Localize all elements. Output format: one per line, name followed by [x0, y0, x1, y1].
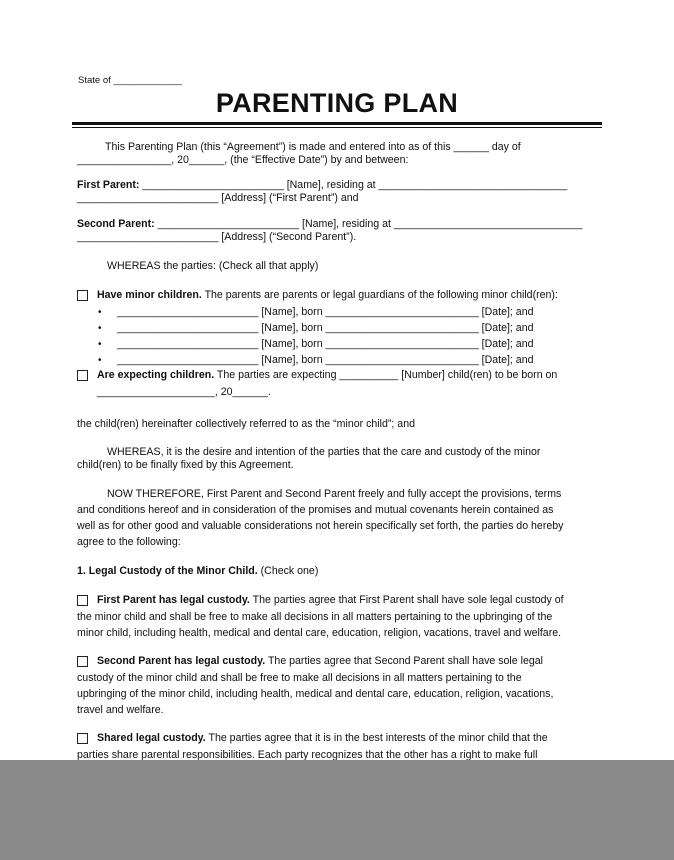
second-parent-custody-checkbox[interactable]: [77, 656, 88, 667]
child-row-4: ________________________ [Name], born __________________________ [Date]; and: [117, 354, 534, 366]
whereas-2-line-1: WHEREAS, it is the desire and intention of the parties that the care and custody of the minor: [107, 446, 541, 458]
whereas-2-line-2: child(ren) to be finally fixed by this Agreement.: [77, 459, 294, 471]
shared-custody-line-1: [97, 732, 548, 745]
minor-children-text: The parents are parents or legal guardians of the following minor child(ren):: [204, 289, 558, 301]
bullet: •: [98, 323, 102, 334]
second-parent-line-1: [77, 218, 582, 231]
first-parent-custody-checkbox[interactable]: [77, 595, 88, 606]
now-therefore-line-3: well as for other good and valuable considerations not herein specifically set forth, the parties do hereby: [77, 520, 564, 532]
shared-custody-line-2: parties share parental responsibilities. Each party recognizes that the other has a right to make full: [77, 749, 538, 760]
expecting-children-text: The parties are expecting __________ [Number] child(ren) to be born on: [216, 369, 558, 381]
expecting-children-line: [97, 369, 557, 382]
first-parent-custody-line-2: the minor child and shall be free to make all decisions in all matters pertaining to the upbringing of the: [77, 611, 553, 623]
second-parent-custody-text: The parties agree that Second Parent shall have sole legal: [267, 655, 543, 667]
child-row-2: ________________________ [Name], born __________________________ [Date]; and: [117, 322, 534, 334]
intro-line-1: This Parenting Plan (this “Agreement”) is made and entered into as of this ______ day of: [105, 141, 521, 153]
document-title: PARENTING PLAN: [215, 88, 459, 118]
section-1-title: 1. Legal Custody of the Minor Child.: [77, 565, 258, 577]
second-parent-custody-line-2: custody of the minor child and shall be free to make all decisions in all matters pertaining to the: [77, 672, 522, 684]
bullet: •: [98, 339, 102, 350]
shared-custody-checkbox[interactable]: [77, 733, 88, 744]
shared-custody-text: The parties agree that it is in the best interests of the minor child that the: [208, 732, 548, 744]
child-row-3: ________________________ [Name], born __________________________ [Date]; and: [117, 338, 534, 350]
now-therefore-line-2: and conditions hereof and in consideration of the promises and mutual covenants herein contained as: [77, 504, 554, 516]
first-parent-line-2: ________________________ [Address] (“First Parent”) and: [77, 192, 359, 204]
bullet: •: [98, 355, 102, 366]
gray-footer-band: [0, 760, 674, 860]
first-parent-line-1: [77, 179, 567, 192]
collective-reference: the child(ren) hereinafter collectively referred to as the “minor child”; and: [77, 418, 415, 430]
bullet: •: [98, 307, 102, 318]
intro-line-2: ________________, 20______, (the “Effective Date”) by and between:: [77, 154, 409, 166]
minor-children-checkbox[interactable]: [77, 290, 88, 301]
first-parent-custody-line-3: minor child, including health, medical and dental care, education, religion, vacations, travel and welfare.: [77, 627, 562, 639]
first-parent-custody-line-1: [97, 594, 564, 607]
first-parent-name-field: ________________________ [Name], residing at ________________________________: [142, 179, 568, 191]
minor-children-line: [97, 289, 558, 302]
title-rule-thick: [72, 122, 602, 125]
now-therefore-line-1: NOW THEREFORE, First Parent and Second Parent freely and fully accept the provisions, terms: [107, 488, 562, 500]
first-parent-custody-label: First Parent has legal custody.: [97, 594, 250, 606]
second-parent-label: Second Parent:: [77, 218, 155, 230]
expecting-children-label: Are expecting children.: [97, 369, 215, 381]
first-parent-label: First Parent:: [77, 179, 140, 191]
minor-children-label: Have minor children.: [97, 289, 202, 301]
second-parent-custody-line-4: travel and welfare.: [77, 704, 164, 716]
second-parent-custody-label: Second Parent has legal custody.: [97, 655, 266, 667]
whereas-check-all: WHEREAS the parties: (Check all that apply): [107, 260, 319, 272]
second-parent-custody-line-3: upbringing of the minor child, including health, medical and dental care, education, religion, vacations,: [77, 688, 554, 700]
first-parent-custody-text: The parties agree that First Parent shall have sole legal custody of: [252, 594, 564, 606]
now-therefore-line-4: agree to the following:: [77, 536, 181, 548]
expecting-date-line: ____________________, 20______.: [97, 386, 271, 398]
title-rule-thin: [72, 127, 602, 128]
shared-custody-label: Shared legal custody.: [97, 732, 206, 744]
expecting-children-checkbox[interactable]: [77, 370, 88, 381]
section-1-heading: [77, 565, 318, 578]
second-parent-name-field: ________________________ [Name], residing at ________________________________: [157, 218, 583, 230]
second-parent-line-2: ________________________ [Address] (“Second Parent”).: [77, 231, 357, 243]
second-parent-custody-line-1: [97, 655, 543, 668]
state-line: State of _____________: [78, 75, 183, 86]
section-1-note: (Check one): [260, 565, 319, 577]
child-row-1: ________________________ [Name], born __________________________ [Date]; and: [117, 306, 534, 318]
